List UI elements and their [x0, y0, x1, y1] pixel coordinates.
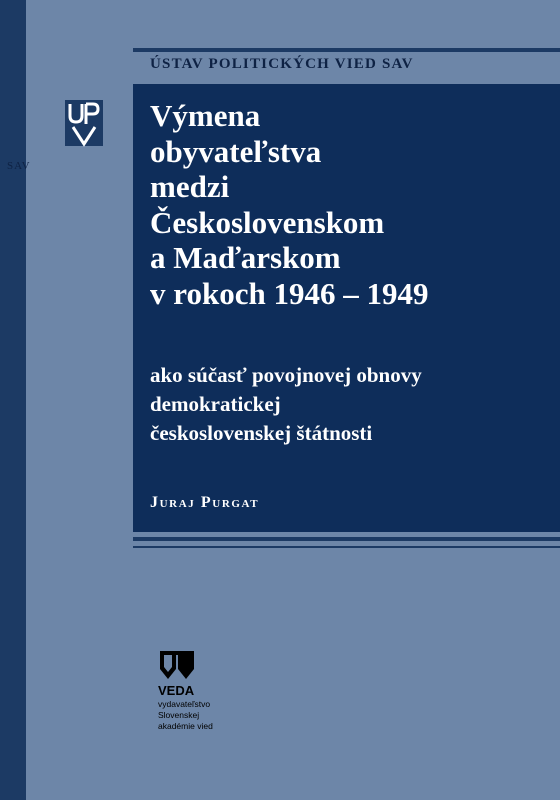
- bottom-rule: [133, 537, 560, 541]
- publisher-name: VEDA: [158, 683, 195, 698]
- spine-band: [0, 0, 26, 800]
- upv-sav-emblem-icon: [65, 100, 109, 160]
- bottom-rule-thin: [133, 546, 560, 548]
- subtitle-line: ako súčasť povojnovej obnovy: [150, 363, 422, 387]
- title-line: Československom: [150, 204, 385, 240]
- author-name: Juraj Purgat: [150, 494, 260, 511]
- title-line: Výmena: [150, 98, 261, 133]
- title-line: v rokoch 1946 – 1949: [150, 275, 429, 311]
- upv-logo-caption: SAV: [7, 160, 31, 172]
- publisher-description-line: vydavateľstvo: [158, 699, 211, 709]
- subtitle-line: československej štátnosti: [150, 421, 373, 445]
- title-line: obyvateľstva: [150, 133, 322, 169]
- title-line: medzi: [150, 169, 230, 204]
- subtitle-line: demokratickej: [150, 392, 281, 416]
- publisher-description-line: Slovenskej: [158, 710, 200, 720]
- publisher-description-line: akadémie vied: [158, 721, 213, 731]
- top-rule: [133, 48, 560, 52]
- publisher-description: [158, 699, 248, 732]
- institute-name: ÚSTAV POLITICKÝCH VIED SAV: [150, 56, 414, 72]
- title-line: a Maďarskom: [150, 240, 341, 275]
- book-title: [150, 98, 550, 311]
- book-subtitle: [150, 361, 550, 448]
